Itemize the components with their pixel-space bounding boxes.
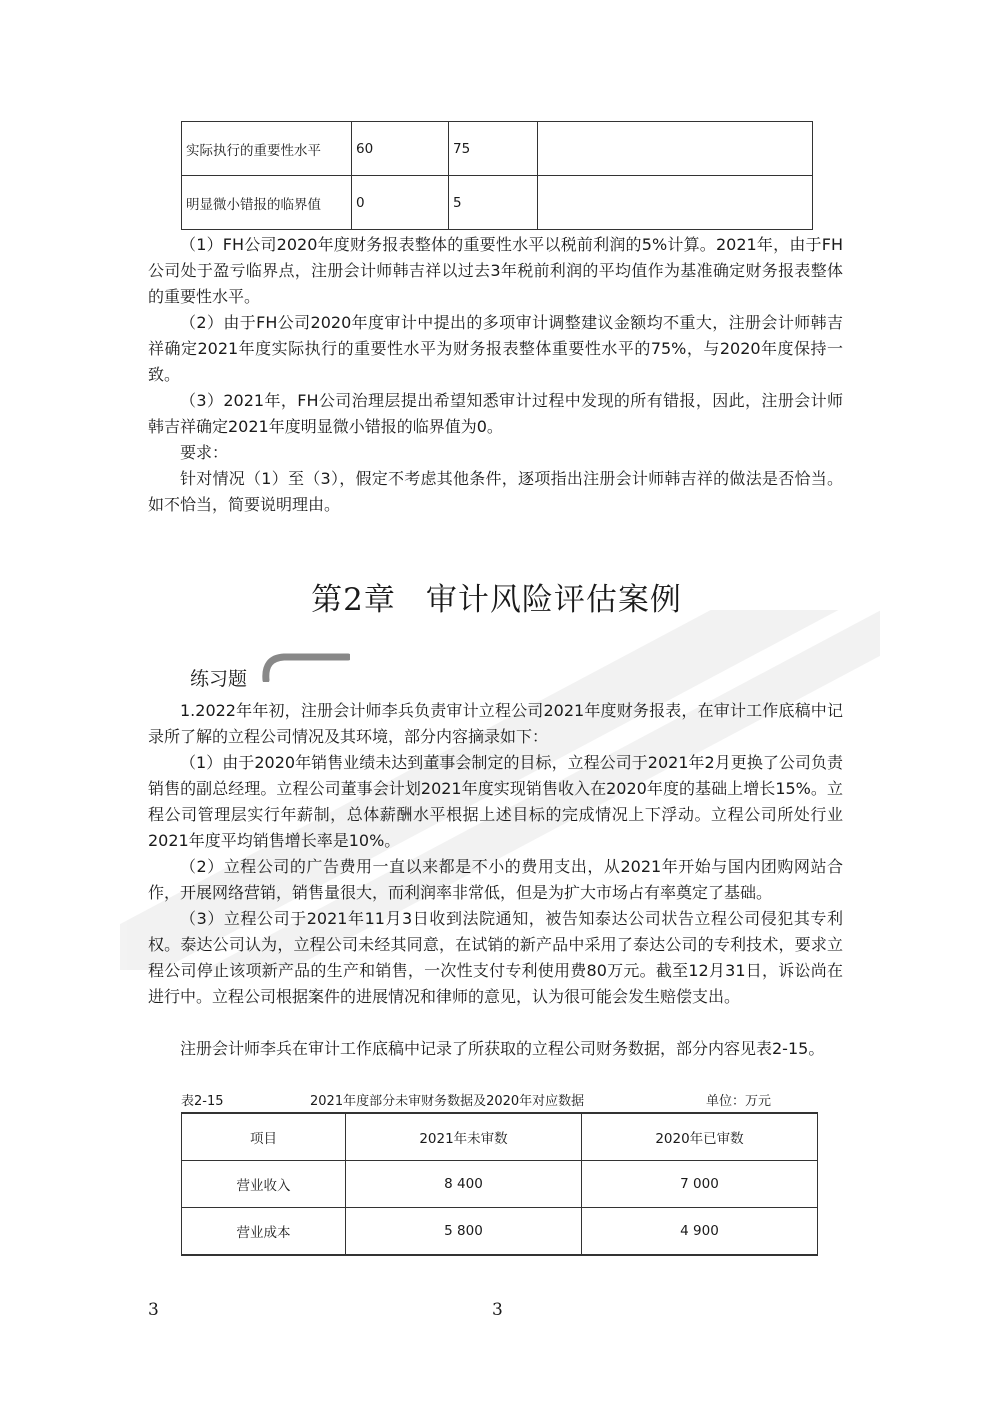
section-hook-icon (258, 652, 350, 682)
table-cell: 60 (352, 122, 449, 176)
paragraph: （1）FH公司2020年度财务报表整体的重要性水平以税前利润的5%计算。2021年，由于FH公司处于盈亏临界点，注册会计师韩吉祥以过去3年税前利润的平均值作为基准确定财务报表整体的重要性水平。 (148, 235, 843, 306)
table-cell: 5 (449, 176, 538, 230)
financial-data-table (181, 1112, 818, 1256)
table-cell: 5 800 (346, 1208, 582, 1256)
chapter-number: 第2章 (311, 582, 396, 618)
table-cell: 营业收入 (182, 1161, 346, 1208)
table-caption-unit: 单位：万元 (706, 1094, 772, 1109)
table-row (182, 176, 813, 230)
paragraph: （2）由于FH公司2020年度审计中提出的多项审计调整建议金额均不重大，注册会计师韩吉祥确定2021年度实际执行的重要性水平为财务报表整体重要性水平的75%，与2020年度保持一致。 (148, 313, 843, 384)
table-cell: 8 400 (346, 1161, 582, 1208)
table-cell (538, 176, 813, 230)
requirement-label: 要求： (180, 443, 229, 462)
table-row (182, 1161, 818, 1208)
importance-table (181, 121, 813, 230)
table-cell: 明显微小错报的临界值 (182, 176, 352, 230)
table-cell: 营业成本 (182, 1208, 346, 1256)
paragraph: （3）立程公司于2021年11月3日收到法院通知，被告知泰达公司状告立程公司侵犯其专利权。泰达公司认为，立程公司未经其同意，在试销的新产品中采用了泰达公司的专利技术，要求立程公司停止该项新产品的生产和销售，一次性支付专利使用费80万元。截至12月31日，诉讼尚在进行中。立程公司根据案件的进展情况和律师的意见，认为很可能会发生赔偿支出。 (148, 909, 843, 1006)
table-row (182, 122, 813, 176)
page-number-left: 3 (148, 1300, 159, 1320)
table-caption-number: 表2-15 (181, 1094, 224, 1109)
table-cell (538, 122, 813, 176)
column-header: 2021年未审数 (346, 1113, 582, 1161)
chapter-title: 审计风险评估案例 (425, 582, 682, 618)
paragraph: 1.2022年年初，注册会计师李兵负责审计立程公司2021年度财务报表，在审计工作底稿中记录所了解的立程公司情况及其环境，部分内容摘录如下： (148, 701, 843, 746)
chapter-heading (0, 574, 993, 619)
column-header: 2020年已审数 (582, 1113, 818, 1161)
paragraph: （3）2021年，FH公司治理层提出希望知悉审计过程中发现的所有错报，因此，注册会计师韩吉祥确定2021年度明显微小错报的临界值为0。 (148, 391, 843, 436)
paragraph: （1）由于2020年销售业绩未达到董事会制定的目标，立程公司于2021年2月更换了公司负责销售的副总经理。立程公司董事会计划2021年度实现销售收入在2020年度的基础上增长15%。立程公司管理层实行年薪制，总体薪酬水平根据上述目标的完成情况上下浮动。立程公司所处行业2021年度平均销售增长率是10%。 (148, 753, 843, 850)
paragraph: 针对情况（1）至（3），假定不考虑其他条件，逐项指出注册会计师韩吉祥的做法是否恰当。如不恰当，简要说明理由。 (148, 469, 843, 514)
table-header-row (182, 1113, 818, 1161)
column-header: 项目 (182, 1113, 346, 1161)
table-cell: 0 (352, 176, 449, 230)
paragraph: 注册会计师李兵在审计工作底稿中记录了所获取的立程公司财务数据，部分内容见表2-15。 (180, 1039, 825, 1058)
table-cell: 4 900 (582, 1208, 818, 1256)
paragraph: （2）立程公司的广告费用一直以来都是不小的费用支出，从2021年开始与国内团购网站合作，开展网络营销，销售量很大，而利润率非常低，但是为扩大市场占有率奠定了基础。 (148, 857, 843, 902)
section-title: 练习题 (190, 668, 248, 690)
table-row (182, 1208, 818, 1256)
table-caption-title: 2021年度部分未审财务数据及2020年对应数据 (310, 1094, 585, 1109)
table-cell: 7 000 (582, 1161, 818, 1208)
page-number-center: 3 (492, 1300, 503, 1320)
table-cell: 75 (449, 122, 538, 176)
table-cell: 实际执行的重要性水平 (182, 122, 352, 176)
